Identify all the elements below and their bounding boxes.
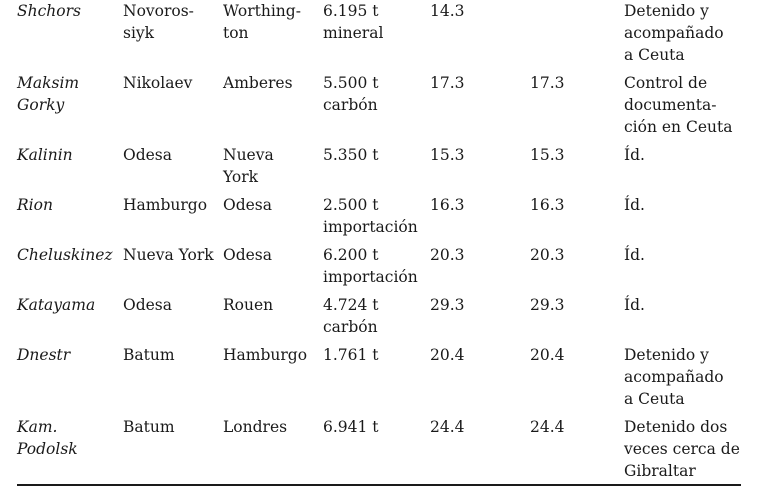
date-1: 29.3	[430, 296, 465, 314]
ship-name: Katayama	[17, 296, 96, 314]
destination-port: Amberes	[223, 74, 293, 92]
origin-port: Nikolaev	[123, 74, 193, 92]
cargo: 6.200 t importación	[323, 246, 418, 286]
date-1: 17.3	[430, 74, 465, 92]
destination-port: Hamburgo	[223, 346, 308, 364]
destination-port: Odesa	[223, 246, 272, 264]
cargo: 5.500 t carbón	[323, 74, 379, 114]
cargo: 6.195 t mineral	[323, 2, 384, 42]
cargo: 1.761 t	[323, 346, 379, 364]
date-2: 15.3	[530, 146, 565, 164]
ship-table	[17, 0, 741, 486]
table-row	[17, 242, 741, 292]
table-row	[17, 414, 741, 486]
date-1: 16.3	[430, 196, 465, 214]
ship-name: Cheluskinez	[17, 246, 113, 264]
destination-port: Odesa	[223, 196, 272, 214]
notes: Control de documenta- ción en Ceuta	[624, 74, 733, 136]
date-2: 16.3	[530, 196, 565, 214]
notes: Detenido y acompañado a Ceuta	[624, 2, 724, 64]
notes: Detenido dos veces cerca de Gibraltar	[624, 418, 740, 480]
date-2: 24.4	[530, 418, 565, 436]
date-2: 20.4	[530, 346, 565, 364]
notes: Íd.	[624, 246, 645, 264]
table-bottom-rule	[17, 484, 741, 486]
ship-name: Dnestr	[17, 346, 71, 364]
cargo: 5.350 t	[323, 146, 379, 164]
date-2	[530, 0, 624, 70]
date-1: 15.3	[430, 146, 465, 164]
table-row	[17, 142, 741, 192]
date-1: 24.4	[430, 418, 465, 436]
ship-name: Shchors	[17, 2, 81, 20]
date-2: 17.3	[530, 74, 565, 92]
ship-name: Kam. Podolsk	[17, 418, 78, 458]
cargo: 6.941 t	[323, 418, 379, 436]
table-row	[17, 0, 741, 70]
ship-name: Maksim Gorky	[17, 74, 80, 114]
origin-port: Nueva York	[123, 246, 214, 264]
table-row	[17, 292, 741, 342]
notes: Íd.	[624, 296, 645, 314]
destination-port: Rouen	[223, 296, 274, 314]
origin-port: Odesa	[123, 146, 172, 164]
destination-port: Londres	[223, 418, 288, 436]
table-row	[17, 342, 741, 414]
notes: Detenido y acompañado a Ceuta	[624, 346, 724, 408]
origin-port: Batum	[123, 418, 175, 436]
date-1: 20.3	[430, 246, 465, 264]
cargo: 4.724 t carbón	[323, 296, 379, 336]
date-2: 29.3	[530, 296, 565, 314]
date-1: 20.4	[430, 346, 465, 364]
cargo: 2.500 t importación	[323, 196, 418, 236]
date-1: 14.3	[430, 2, 465, 20]
destination-port: Worthing- ton	[223, 2, 301, 42]
table-row	[17, 70, 741, 142]
notes: Íd.	[624, 146, 645, 164]
ship-name: Kalinin	[17, 146, 73, 164]
origin-port: Hamburgo	[123, 196, 208, 214]
origin-port: Batum	[123, 346, 175, 364]
destination-port: Nueva York	[223, 146, 274, 186]
origin-port: Novoros- siyk	[123, 2, 194, 42]
ship-name: Rion	[17, 196, 53, 214]
notes: Íd.	[624, 196, 645, 214]
origin-port: Odesa	[123, 296, 172, 314]
date-2: 20.3	[530, 246, 565, 264]
table-row	[17, 192, 741, 242]
